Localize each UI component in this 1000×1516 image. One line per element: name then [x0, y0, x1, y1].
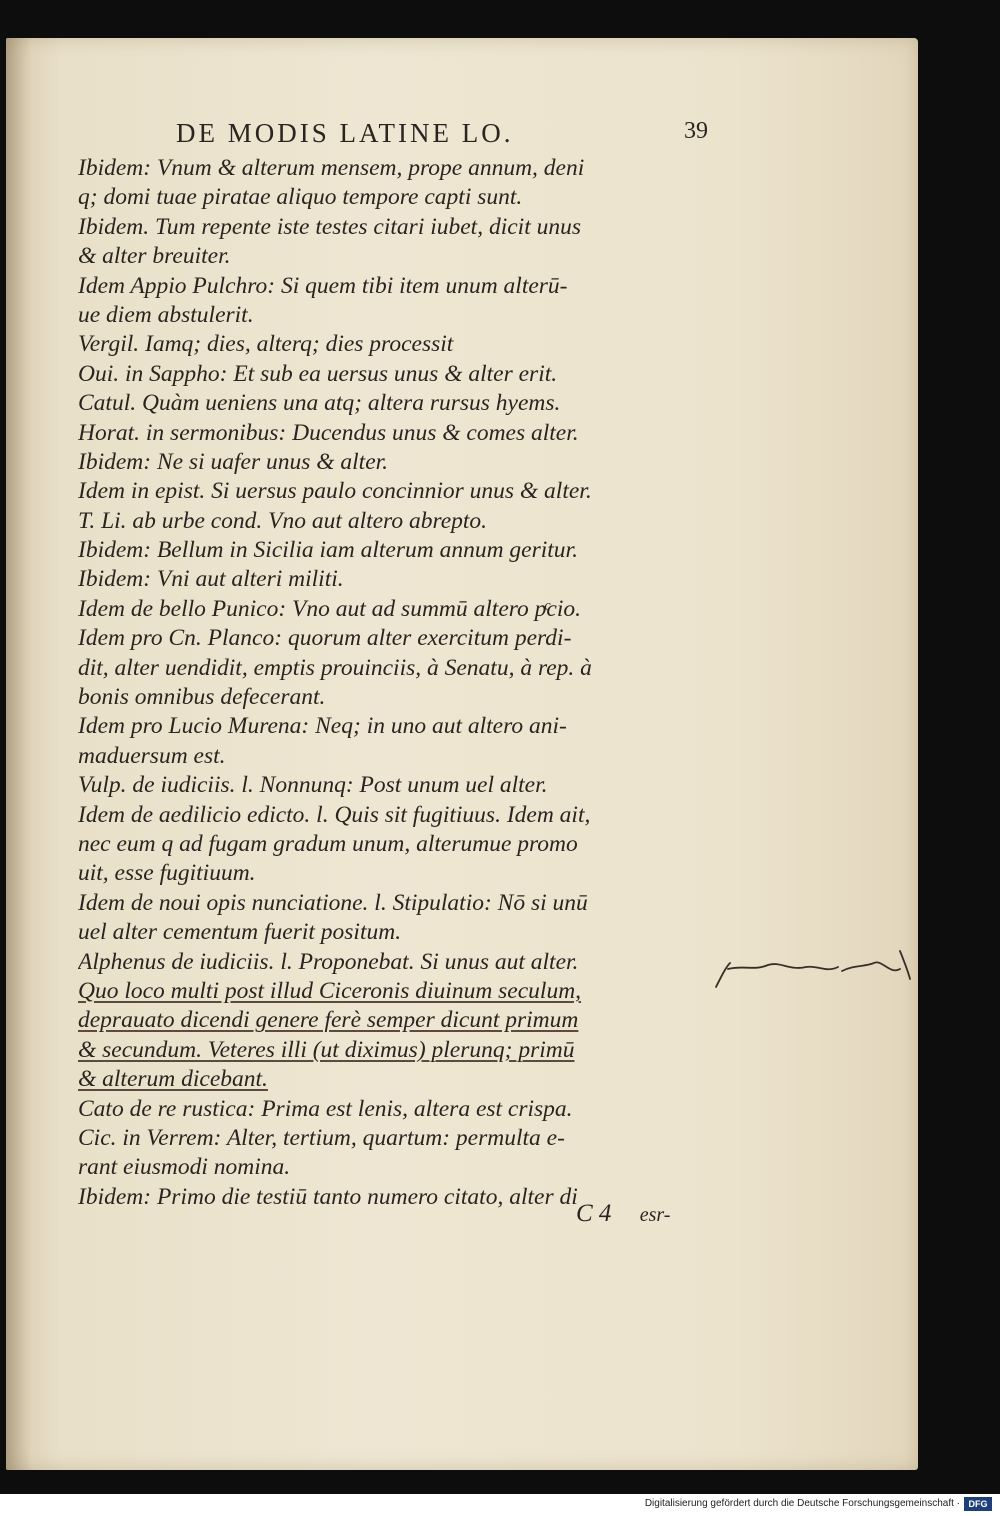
- handwritten-marginal-note: [714, 945, 914, 995]
- footer-bar: [0, 1494, 1000, 1516]
- text-line: bonis omnibus defecerant.: [78, 684, 326, 711]
- text-line: q; domi tuae piratae aliquo tempore capti sunt.: [78, 184, 523, 211]
- text-line: uel alter cementum fuerit positum.: [78, 919, 402, 946]
- funding-note: Digitalisierung gefördert durch die Deutsche Forschungsgemeinschaft ·: [644, 1498, 960, 1509]
- text-line: ue diem abstulerit.: [78, 301, 254, 328]
- text-line: Horat. in sermonibus: Ducendus unus & comes alter.: [78, 419, 579, 446]
- text-line: Ibidem: Vnum & alterum mensem, prope annum, deni: [78, 155, 585, 181]
- dfg-logo: DFG: [964, 1497, 992, 1511]
- signature-number: C 4: [576, 1200, 612, 1227]
- text-line: nec eum q ad fugam gradum unum, alterumue promo: [78, 830, 578, 857]
- text-line: Ibidem. Tum repente iste testes citari iubet, dicit unus: [78, 213, 582, 240]
- text-line: rant eiusmodi nomina.: [78, 1154, 291, 1181]
- text-line: uit, esse fugitiuum.: [78, 860, 256, 887]
- running-head-title: DE MODIS LATINE LO.: [176, 118, 514, 148]
- text-line: Idem pro Lucio Murena: Neq; in uno aut altero ani-: [78, 713, 567, 740]
- text-line-underlined: deprauato dicendi genere ferè semper dicunt primum: [78, 1007, 579, 1034]
- text-line: Vergil. Iamq; dies, alterq; dies processit: [78, 331, 454, 358]
- text-line-underlined: & alterum dicebant.: [78, 1066, 268, 1093]
- text-line: Idem de bello Punico: Vno aut ad summū altero pͨcio.: [78, 595, 581, 622]
- catchword: esr-: [639, 1204, 671, 1226]
- text-line: Catul. Quàm ueniens una atq; altera rursus hyems.: [78, 390, 561, 417]
- text-line: Idem in epist. Si uersus paulo concinnior unus & alter.: [78, 478, 592, 505]
- text-line-underlined: & secundum. Veteres illi (ut diximus) plerunq; primū: [78, 1036, 575, 1063]
- text-line: Idem pro Cn. Planco: quorum alter exercitum perdi-: [78, 625, 572, 652]
- text-block: [78, 154, 718, 1212]
- page-number: 39: [684, 118, 708, 144]
- signature-mark: [576, 1200, 726, 1228]
- text-line: Cic. in Verrem: Alter, tertium, quartum: permulta e-: [78, 1124, 565, 1151]
- text-line: Vulp. de iudiciis. l. Nonnunq: Post unum uel alter.: [78, 772, 548, 799]
- text-line: Idem de noui opis nunciatione. l. Stipulatio: Nō si unū: [78, 889, 588, 916]
- text-line: dit, alter uendidit, emptis prouinciis, à Senatu, à rep. à: [78, 654, 592, 681]
- text-line: maduersum est.: [78, 742, 226, 769]
- text-line: Ibidem: Vni aut alteri militi.: [78, 566, 344, 593]
- text-line: Alphenus de iudiciis. l. Proponebat. Si unus aut alter.: [78, 948, 579, 975]
- text-line: Ibidem: Primo die testiū tanto numero citato, alter di: [78, 1183, 578, 1210]
- text-line: T. Li. ab urbe cond. Vno aut altero abrepto.: [78, 507, 488, 534]
- text-line: Idem de aedilicio edicto. l. Quis sit fugitiuus. Idem ait,: [78, 801, 591, 828]
- text-line: Oui. in Sappho: Et sub ea uersus unus & alter erit.: [78, 360, 558, 387]
- text-line: Ibidem: Ne si uafer unus & alter.: [78, 448, 389, 475]
- text-line-underlined: Quo loco multi post illud Ciceronis diuinum seculum,: [78, 977, 582, 1004]
- text-line: Cato de re rustica: Prima est lenis, altera est crispa.: [78, 1095, 573, 1122]
- running-head: [176, 118, 716, 154]
- text-line: & alter breuiter.: [78, 243, 231, 270]
- text-line: Idem Appio Pulchro: Si quem tibi item unum alterū-: [78, 272, 568, 299]
- text-line: Ibidem: Bellum in Sicilia iam alterum annum geritur.: [78, 537, 578, 564]
